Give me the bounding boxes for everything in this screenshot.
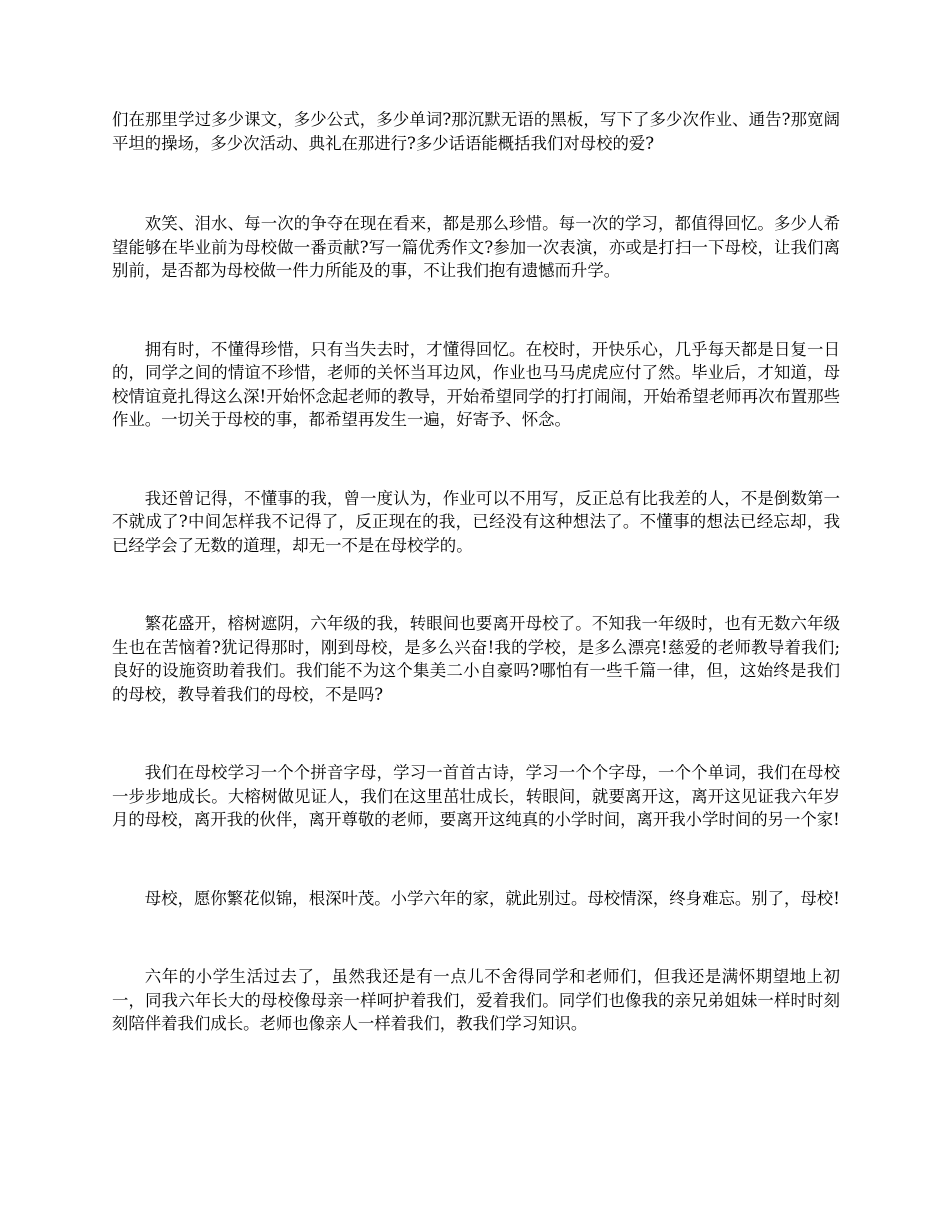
document-page [112, 108, 840, 1036]
paragraph-3: 拥有时，不懂得珍惜，只有当失去时，才懂得回忆。在校时，开快乐心，几乎每天都是日复一日的，同学之间的情谊不珍惜，老师的关怀当耳边风，作业也马马虎虎应付了然。毕业后，才知道，母校情谊竟扎得这么深!开始怀念起老师的教导，开始希望同学的打打闹闹，开始希望老师再次布置那些作业。一切关于母校的事，都希望再发生一遍，好寄予、怀念。 [112, 339, 840, 429]
paragraph-4: 我还曾记得，不懂事的我，曾一度认为，作业可以不用写，反正总有比我差的人，不是倒数第一不就成了?中间怎样我不记得了，反正现在的我，已经没有这种想法了。不懂事的想法已经忘却，我已经学会了无数的道理，却无一不是在母校学的。 [112, 488, 840, 555]
paragraph-7: 母校，愿你繁花似锦，根深叶茂。小学六年的家，就此别过。母校情深，终身难忘。别了，母校! [144, 888, 840, 908]
paragraph-6: 我们在母校学习一个个拼音字母，学习一首首古诗，学习一个个字母，一个个单词，我们在母校一步步地成长。大榕树做见证人，我们在这里茁壮成长，转眼间，就要离开这，离开这见证我六年岁月的母校，离开我的伙伴，离开尊敬的老师，要离开这纯真的小学时间，离开我小学时间的另一个家! [112, 763, 840, 829]
paragraph-8: 六年的小学生活过去了，虽然我还是有一点儿不舍得同学和老师们，但我还是满怀期望地上初一，同我六年长大的母校像母亲一样呵护着我们，爱着我们。同学们也像我的亲兄弟姐妹一样时时刻刻陪伴着我们成长。老师也像亲人一样着我们，教我们学习知识。 [112, 967, 840, 1033]
paragraph-1: 们在那里学过多少课文，多少公式，多少单词?那沉默无语的黑板，写下了多少次作业、通告?那宽阔平坦的操场，多少次活动、典礼在那进行?多少话语能概括我们对母校的爱? [112, 110, 840, 153]
paragraph-2: 欢笑、泪水、每一次的争夺在现在看来，都是那么珍惜。每一次的学习，都值得回忆。多少人希望能够在毕业前为母校做一番贡献?写一篇优秀作文?参加一次表演，亦或是打扫一下母校，让我们离别前，是否都为母校做一件力所能及的事，不让我们抱有遗憾而升学。 [112, 214, 840, 280]
paragraph-5: 繁花盛开，榕树遮阴，六年级的我，转眼间也要离开母校了。不知我一年级时，也有无数六年级生也在苦恼着?犹记得那时，刚到母校，是多么兴奋!我的学校，是多么漂亮!慈爱的老师教导着我们;良好的设施资助着我们。我们能不为这个集美二小自豪吗?哪怕有一些千篇一律，但，这始终是我们的母校，教导着我们的母校，不是吗? [112, 614, 840, 704]
